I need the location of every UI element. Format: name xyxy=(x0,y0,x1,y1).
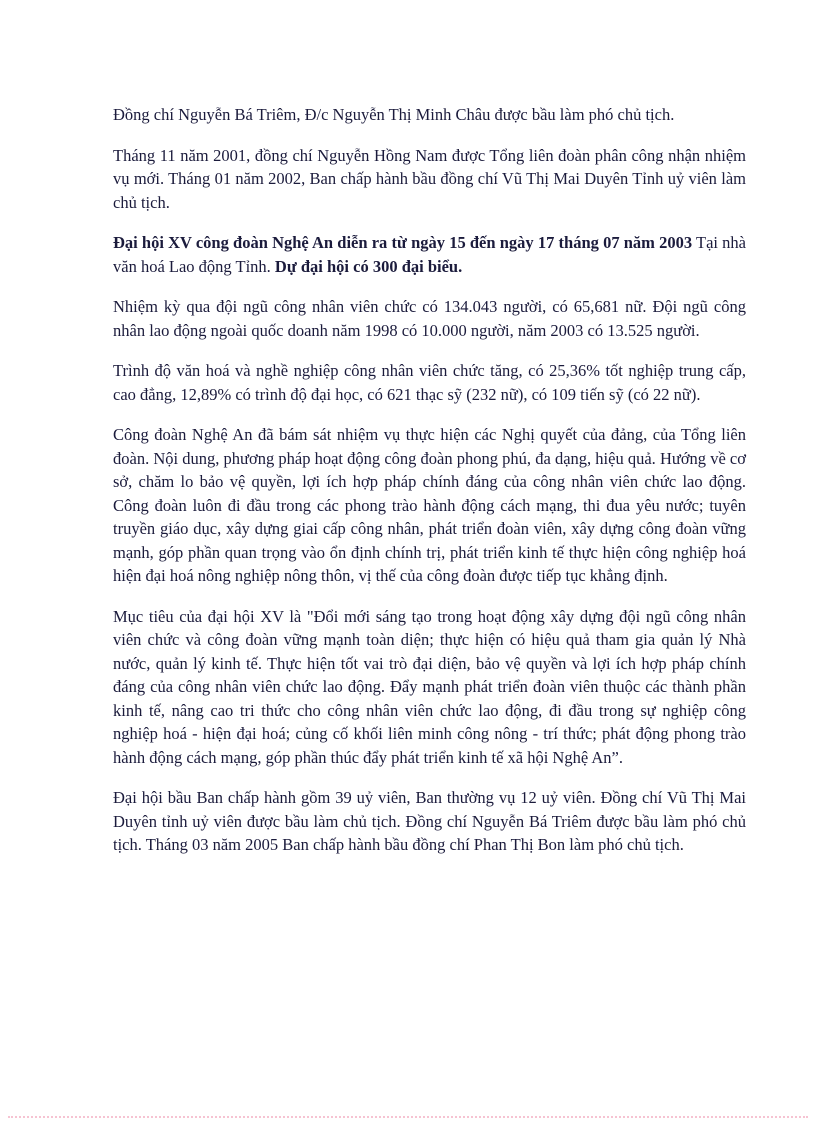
text-segment: Đại hội bầu Ban chấp hành gồm 39 uỷ viên, Ban thường vụ 12 uỷ viên. Đồng chí Vũ Thị Mai Duyên tỉnh uỷ viên được bầu làm chủ tịch. Đồng chí Nguyễn Bá Triêm được bầu làm phó chủ tịch. Tháng 03 năm 2005 Ban chấp hành bầu đồng chí Phan Thị Bon làm phó chủ tịch. xyxy=(113,788,746,854)
text-segment: Nhiệm kỳ qua đội ngũ công nhân viên chức có 134.043 người, có 65,681 nữ. Đội ngũ công nhân lao động ngoài quốc doanh năm 1998 có 10.000 người, năm 2003 có 13.525 người. xyxy=(113,297,746,340)
text-segment: Mục tiêu của đại hội XV là "Đổi mới sáng tạo trong hoạt động xây dựng đội ngũ công nhân viên chức và công đoàn vững mạnh toàn diện; thực hiện có hiệu quả tham gia quản lý Nhà nước, quản lý kinh tế. Thực hiện tốt vai trò đại diện, bảo vệ quyền và lợi ích hợp pháp chính đáng của công nhân viên chức lao động. Đẩy mạnh phát triển đoàn viên thuộc các thành phần kinh tế, nâng cao tri thức cho công nhân viên chức lao động, đi đầu trong sự nghiệp công nghiệp hoá - hiện đại hoá; củng cố khối liên minh công nông - trí thức; phát động phong trào hành động cách mạng, góp phần thúc đẩy phát triển kinh tế xã hội Nghệ An”. xyxy=(113,606,746,767)
paragraph xyxy=(113,605,746,770)
paragraph xyxy=(113,786,746,857)
text-segment: Công đoàn Nghệ An đã bám sát nhiệm vụ thực hiện các Nghị quyết của đảng, của Tổng liên đoàn. Nội dung, phương pháp hoạt động công đoàn phong phú, đa dạng, hiệu quả. Hướng về cơ sở, chăm lo bảo vệ quyền, lợi ích hợp pháp chính đáng của công nhân viên chức lao động. Công đoàn luôn đi đầu trong các phong trào hành động cách mạng, thi đua yêu nước; tuyên truyền giáo dục, xây dựng giai cấp công nhân, phát triển đoàn viên, xây dựng công đoàn vững mạnh, góp phần quan trọng vào ổn định chính trị, phát triển kinh tế thực hiện công nghiệp hoá hiện đại hoá nông nghiệp nông thôn, vị thế của công đoàn được tiếp tục khẳng định. xyxy=(113,425,746,585)
paragraph xyxy=(113,359,746,406)
page-break-divider xyxy=(8,1116,808,1118)
paragraph xyxy=(113,423,746,588)
paragraph xyxy=(113,231,746,278)
text-segment-bold: Dự đại hội có 300 đại biểu. xyxy=(274,256,463,276)
text-segment: Tại nhà văn hoá Lao động Tỉnh. xyxy=(113,233,746,276)
document-body xyxy=(113,103,746,874)
text-segment-bold: Đại hội XV công đoàn Nghệ An diễn ra từ ngày 15 đến ngày 17 tháng 07 năm 2003 xyxy=(113,233,693,252)
paragraph xyxy=(113,144,746,215)
text-segment: Tháng 11 năm 2001, đồng chí Nguyễn Hồng Nam được Tổng liên đoàn phân công nhận nhiệm vụ mới. Tháng 01 năm 2002, Ban chấp hành bầu đồng chí Vũ Thị Mai Duyên Tỉnh uỷ viên làm chủ tịch. xyxy=(113,145,746,212)
paragraph xyxy=(113,295,746,342)
paragraph xyxy=(113,103,746,127)
text-segment: Trình độ văn hoá và nghề nghiệp công nhân viên chức tăng, có 25,36% tốt nghiệp trung cấp, cao đẳng, 12,89% có trình độ đại học, có 621 thạc sỹ (232 nữ), có 109 tiến sỹ (có 22 nữ). xyxy=(113,361,746,404)
text-segment: Đồng chí Nguyễn Bá Triêm, Đ/c Nguyễn Thị Minh Châu được bầu làm phó chủ tịch. xyxy=(113,105,675,124)
